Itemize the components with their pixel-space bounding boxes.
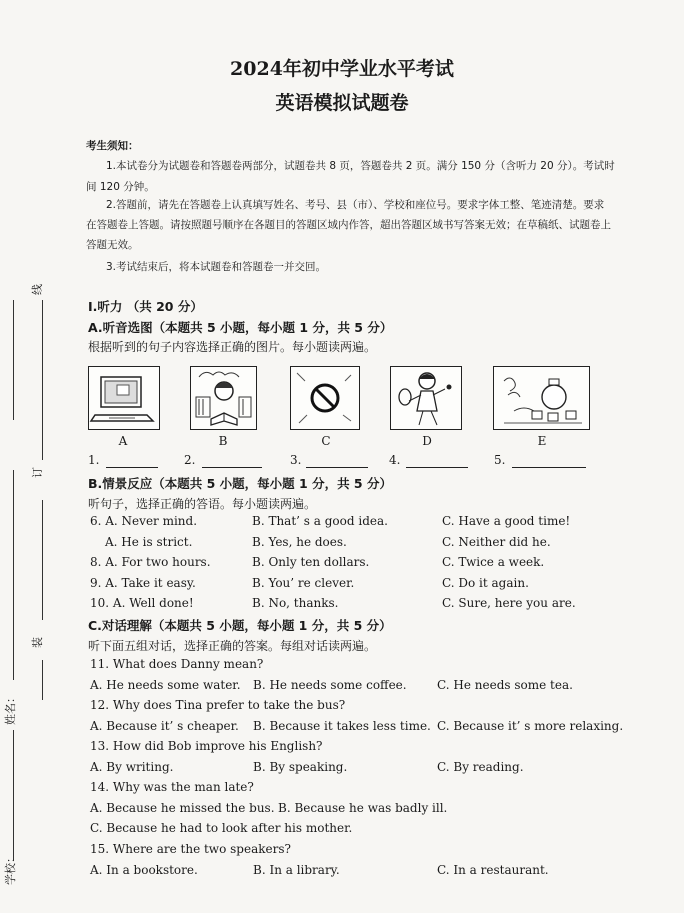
q8-option-c: C. Twice a week. — [442, 555, 545, 569]
boy-reading-icon — [191, 367, 256, 429]
q10-option-a: 10. A. Well done! — [90, 596, 194, 610]
page-title: 2024年初中学业水平考试 — [230, 58, 454, 80]
q9-option-c: C. Do it again. — [442, 576, 529, 590]
q7-option-c: C. Neither did he. — [442, 535, 551, 549]
q6-option-a: 6. A. Never mind. — [90, 514, 198, 528]
answer-blank-3[interactable] — [306, 467, 368, 468]
notice-item3: 3.考试结束后，将本试题卷和答题卷一并交回。 — [106, 261, 327, 273]
blank-label-2: 2. — [184, 453, 196, 467]
q12-option-a: A. Because it’ s cheaper. — [90, 719, 239, 733]
q15-option-c: C. In a restaurant. — [437, 863, 549, 877]
notice-item2-line2: 在答题卷上答题。请按照题号顺序在各题目的答题区域内作答，超出答题区域书写答案无效；在草稿纸、试题卷上 — [86, 219, 611, 231]
notice-item1-line2: 间 120 分钟。 — [86, 181, 155, 193]
q15-option-a: A. In a bookstore. — [90, 863, 198, 877]
q8-option-b: B. Only ten dollars. — [252, 555, 370, 569]
notice-heading: 考生须知： — [86, 140, 139, 152]
side-label-name: 姓名： — [4, 692, 17, 725]
q11-option-b: B. He needs some coffee. — [253, 678, 407, 692]
q7-option-b: B. Yes, he does. — [252, 535, 347, 549]
answer-blank-4[interactable] — [406, 467, 468, 468]
cut-line-top — [42, 300, 43, 460]
picture-e — [493, 366, 590, 430]
binding-line-bottom — [13, 730, 14, 860]
q12-option-c: C. Because it’ s more relaxing. — [437, 719, 624, 733]
notice-item2-line1: 2.答题前，请先在答题卷上认真填写姓名、考号、县（市）、学校和座位号。要求字体工整、笔迹清楚。要求 — [106, 199, 605, 211]
sectionB-heading: B.情景反应（本题共 5 小题，每小题 1 分，共 5 分） — [88, 476, 392, 491]
girl-tennis-icon — [391, 367, 461, 429]
q14-option-b: B. Because he was badly ill. — [278, 801, 448, 815]
blank-label-4: 4. — [389, 453, 401, 467]
side-label-school: 学校： — [4, 852, 17, 885]
q13-option-a: A. By writing. — [90, 760, 174, 774]
side-label-ding: 订 — [31, 467, 44, 478]
picture-c — [290, 366, 360, 430]
page-subtitle: 英语模拟试题卷 — [275, 92, 409, 114]
q10-option-c: C. Sure, here you are. — [442, 596, 576, 610]
q15-option-b: B. In a library. — [253, 863, 340, 877]
sectionC-heading: C.对话理解（本题共 5 小题，每小题 1 分，共 5 分） — [88, 618, 392, 633]
q14-question: 14. Why was the man late? — [90, 780, 254, 794]
blank-label-3: 3. — [290, 453, 302, 467]
q14-option-a: A. Because he missed the bus. — [90, 801, 275, 815]
picture-a — [88, 366, 160, 430]
blank-label-5: 5. — [494, 453, 506, 467]
sectionC-instruction: 听下面五组对话，选择正确的答案。每组对话读两遍。 — [88, 639, 377, 653]
side-label-xian: 线 — [31, 284, 44, 295]
picture-b — [190, 366, 257, 430]
tea-set-icon — [494, 367, 589, 429]
q10-option-b: B. No, thanks. — [252, 596, 339, 610]
q13-question: 13. How did Bob improve his English? — [90, 739, 323, 753]
binding-line-mid — [13, 470, 14, 680]
q12-question: 12. Why does Tina prefer to take the bus? — [90, 698, 346, 712]
q12-option-b: B. Because it takes less time. — [253, 719, 431, 733]
q7-option-a: A. He is strict. — [105, 535, 193, 549]
binding-line-top — [13, 300, 14, 420]
answer-blank-2[interactable] — [202, 467, 262, 468]
answer-blank-1[interactable] — [106, 467, 158, 468]
notice-item1-line1: 1.本试卷分为试题卷和答题卷两部分，试题卷共 8 页，答题卷共 2 页。满分 150 分（含听力 20 分）。考试时 — [106, 160, 615, 172]
q11-option-c: C. He needs some tea. — [437, 678, 573, 692]
q11-option-a: A. He needs some water. — [90, 678, 241, 692]
picture-label-a: A — [118, 434, 128, 448]
no-sign-icon — [291, 367, 359, 429]
q13-option-b: B. By speaking. — [253, 760, 348, 774]
q8-option-a: 8. A. For two hours. — [90, 555, 211, 569]
sectionA-instruction: 根据听到的句子内容选择正确的图片。每小题读两遍。 — [88, 340, 377, 354]
q9-option-b: B. You’ re clever. — [252, 576, 355, 590]
cut-line-bottom — [42, 660, 43, 700]
cut-line-mid — [42, 500, 43, 620]
sectionB-instruction: 听句子，选择正确的答语。每小题读两遍。 — [88, 497, 317, 511]
q6-option-b: B. That’ s a good idea. — [252, 514, 388, 528]
q9-option-a: 9. A. Take it easy. — [90, 576, 196, 590]
blank-label-1: 1. — [88, 453, 100, 467]
answer-blank-5[interactable] — [512, 467, 586, 468]
q13-option-c: C. By reading. — [437, 760, 524, 774]
sectionA-heading: A.听音选图（本题共 5 小题，每小题 1 分，共 5 分） — [88, 320, 393, 335]
picture-label-e: E — [537, 434, 547, 448]
picture-label-b: B — [218, 434, 228, 448]
side-label-zhuang: 装 — [31, 637, 44, 648]
picture-label-c: C — [321, 434, 331, 448]
q14-option-c: C. Because he had to look after his mother. — [90, 821, 353, 835]
q6-option-c: C. Have a good time! — [442, 514, 571, 528]
q15-question: 15. Where are the two speakers? — [90, 842, 291, 856]
picture-d — [390, 366, 462, 430]
picture-label-d: D — [422, 434, 432, 448]
notice-item2-line3: 答题无效。 — [86, 239, 139, 251]
q11-question: 11. What does Danny mean? — [90, 657, 264, 671]
laptop-icon — [89, 367, 159, 429]
part1-heading: Ⅰ.听力 （共 20 分） — [88, 299, 203, 314]
